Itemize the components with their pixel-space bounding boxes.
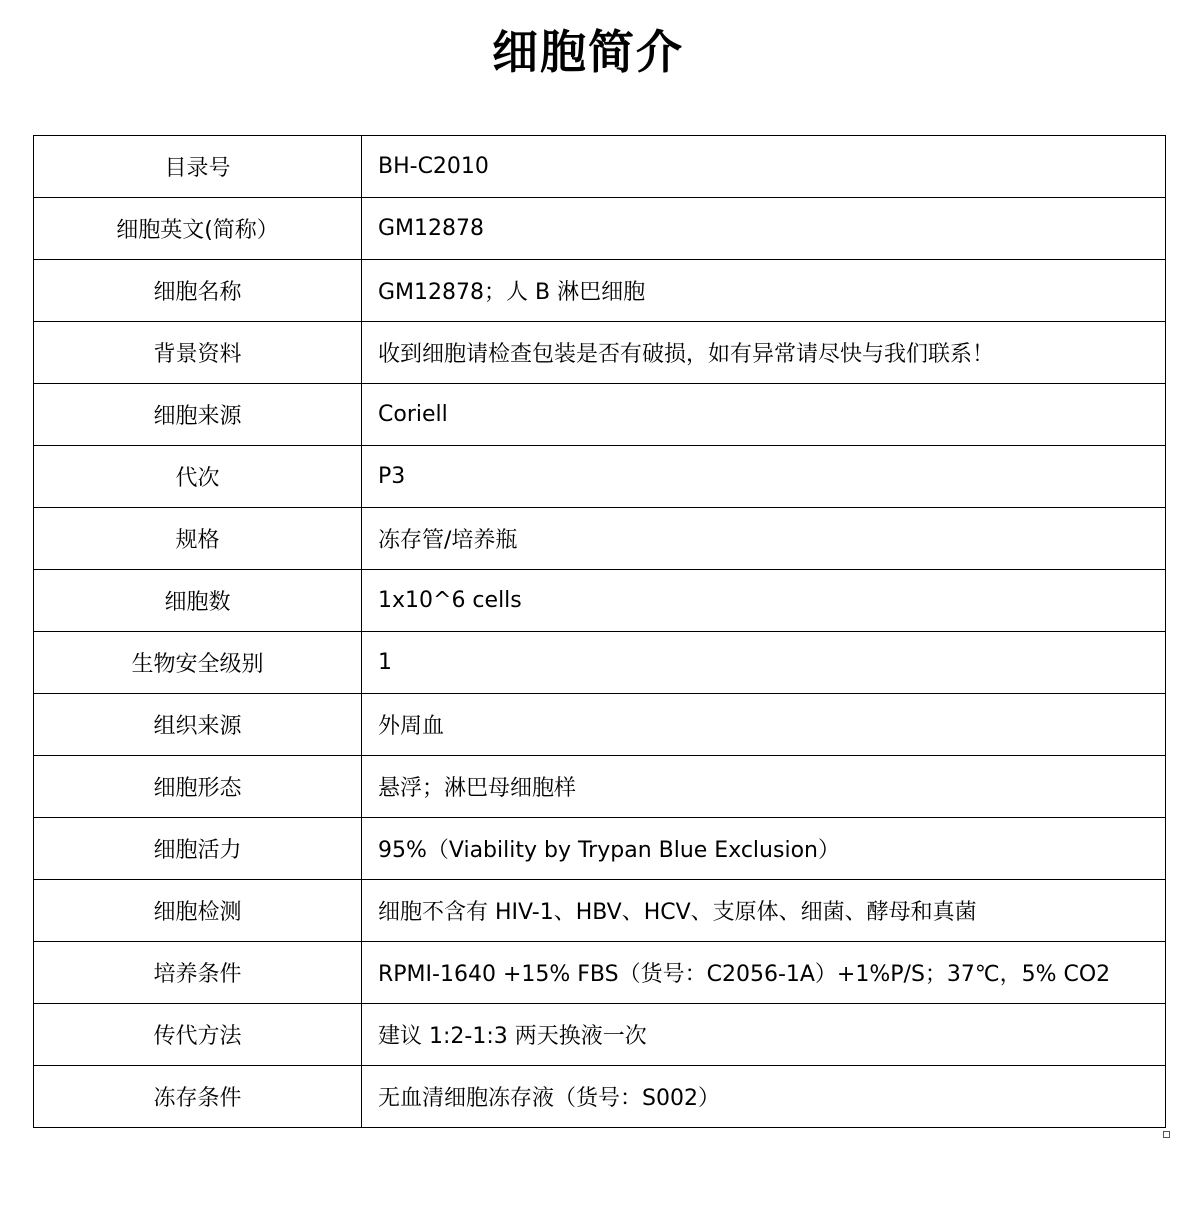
row-label: 生物安全级别 [34, 632, 362, 694]
page-title: 细胞简介 [492, 25, 684, 79]
row-label: 细胞数 [34, 570, 362, 632]
row-label: 细胞名称 [34, 260, 362, 322]
row-value: 95%（Viability by Trypan Blue Exclusion） [362, 818, 1166, 880]
row-value: 细胞不含有 HIV-1、HBV、HCV、支原体、细菌、酵母和真菌 [362, 880, 1166, 942]
row-value: GM12878；人 B 淋巴细胞 [362, 260, 1166, 322]
table-resize-handle[interactable] [1163, 1131, 1170, 1138]
cell-info-table [33, 135, 1166, 1128]
row-label: 背景资料 [34, 322, 362, 384]
row-value: P3 [362, 446, 1166, 508]
row-label: 代次 [34, 446, 362, 508]
row-value: 1 [362, 632, 1166, 694]
table-row-biosafety-level [34, 632, 1166, 694]
table-row-morphology [34, 756, 1166, 818]
table-row-background [34, 322, 1166, 384]
table-row-english-name [34, 198, 1166, 260]
row-value: 冻存管/培养瓶 [362, 508, 1166, 570]
row-label: 细胞形态 [34, 756, 362, 818]
row-value: RPMI-1640 +15% FBS（货号：C2056-1A）+1%P/S；37℃，5% CO2 [362, 942, 1166, 1004]
table-row-testing [34, 880, 1166, 942]
row-label: 细胞英文(简称） [34, 198, 362, 260]
row-value: GM12878 [362, 198, 1166, 260]
table-row-passage [34, 446, 1166, 508]
row-label: 培养条件 [34, 942, 362, 1004]
row-value: 无血清细胞冻存液（货号：S002） [362, 1066, 1166, 1128]
row-label: 细胞活力 [34, 818, 362, 880]
row-label: 目录号 [34, 136, 362, 198]
table-row-source [34, 384, 1166, 446]
row-label: 组织来源 [34, 694, 362, 756]
row-label: 细胞来源 [34, 384, 362, 446]
row-value: 悬浮；淋巴母细胞样 [362, 756, 1166, 818]
row-label: 细胞检测 [34, 880, 362, 942]
table-row-specification [34, 508, 1166, 570]
row-value: 1x10^6 cells [362, 570, 1166, 632]
row-value: BH-C2010 [362, 136, 1166, 198]
table-row-tissue-source [34, 694, 1166, 756]
cell-info-table-body [34, 136, 1166, 1128]
row-label: 规格 [34, 508, 362, 570]
row-value: 建议 1:2-1:3 两天换液一次 [362, 1004, 1166, 1066]
row-label: 冻存条件 [34, 1066, 362, 1128]
table-row-cell-count [34, 570, 1166, 632]
table-row-catalog-number [34, 136, 1166, 198]
table-row-passaging-method [34, 1004, 1166, 1066]
table-row-cell-name [34, 260, 1166, 322]
row-value: 外周血 [362, 694, 1166, 756]
row-label: 传代方法 [34, 1004, 362, 1066]
row-value: 收到细胞请检查包装是否有破损，如有异常请尽快与我们联系！ [362, 322, 1166, 384]
table-row-culture-conditions [34, 942, 1166, 1004]
table-row-viability [34, 818, 1166, 880]
table-row-freezing-conditions [34, 1066, 1166, 1128]
row-value: Coriell [362, 384, 1166, 446]
